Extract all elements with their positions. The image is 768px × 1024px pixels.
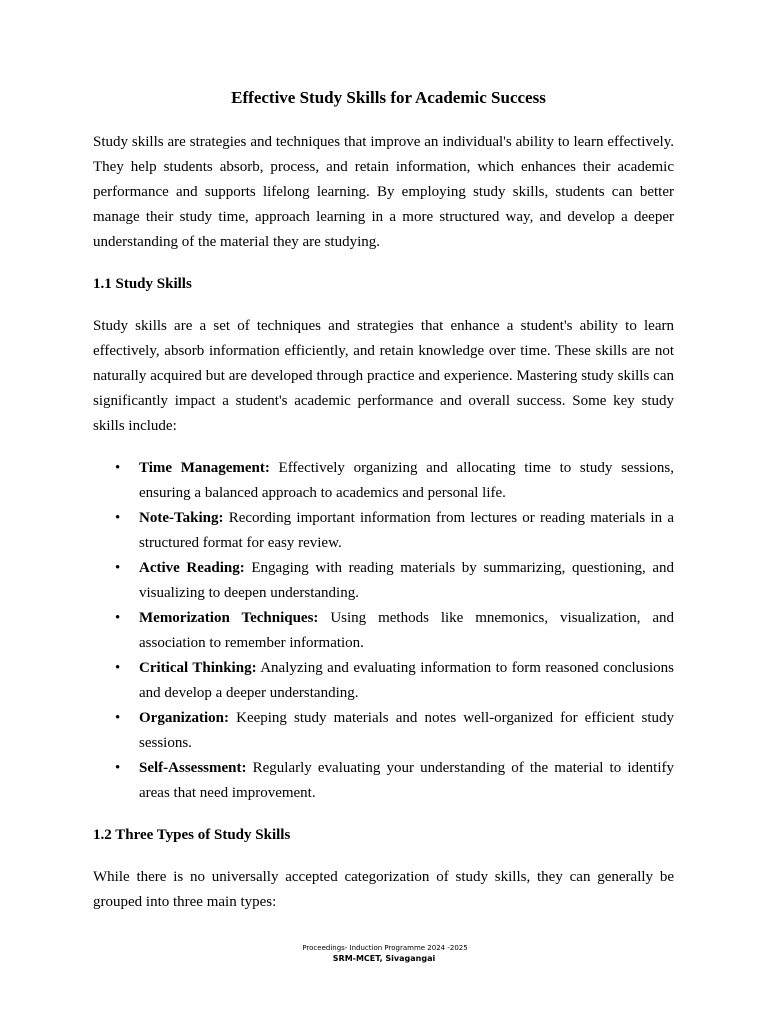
list-item-term: Organization: [139,710,229,726]
section-heading-three-types: 1.2 Three Types of Study Skills [93,827,291,843]
bullet-icon: • [115,760,121,776]
list-item-text: Keeping study materials and notes well-organized for efficient study sessions. [139,710,674,751]
bullet-icon: • [115,660,121,676]
key-study-skills-list [93,456,674,806]
list-item-term: Critical Thinking: [139,660,257,676]
footer-proceedings-text: Proceedings- Induction Programme 2024 -2025 [302,944,468,952]
list-item-term: Active Reading: [139,560,245,576]
study-skills-paragraph: Study skills are a set of techniques and strategies that enhance a student's ability to learn effectively, absorb information efficiently, and retain knowledge over time. These skills are not naturally acquired but are developed through practice and experience. Mastering study skills can significantly impact a student's academic performance and overall success. Some key study skills include: [93,318,674,434]
bullet-icon: • [115,560,121,576]
list-item-text: Regularly evaluating your understanding of the material to identify areas that need improvement. [139,760,674,801]
bullet-icon: • [115,510,121,526]
list-item-text: Analyzing and evaluating information to form reasoned conclusions and develop a deeper understanding. [139,660,674,701]
list-item-text: Using methods like mnemonics, visualization, and association to remember information. [139,610,675,651]
list-item [115,456,674,506]
page-footer [0,943,768,964]
list-item [115,656,674,706]
list-item-term: Self-Assessment: [139,760,247,776]
list-item-text: Effectively organizing and allocating time to study sessions, ensuring a balanced approach to academics and personal life. [139,460,674,501]
three-types-paragraph: While there is no universally accepted categorization of study skills, they can generally be grouped into three main types: [93,869,674,910]
document-title: Effective Study Skills for Academic Success [231,88,546,107]
bullet-icon: • [115,710,121,726]
intro-paragraph: Study skills are strategies and techniques that improve an individual's ability to learn effectively. They help students absorb, process, and retain information, which enhances their academic performance and supports lifelong learning. By employing study skills, students can better manage their study time, approach learning in a more structured way, and develop a deeper understanding of the material they are studying. [93,134,674,250]
bullet-icon: • [115,460,121,476]
page-content [93,86,674,915]
section-heading-study-skills: 1.1 Study Skills [93,276,192,292]
list-item-text: Recording important information from lectures or reading materials in a structured format for easy review. [139,510,674,551]
bullet-icon: • [115,610,121,626]
list-item [115,556,674,606]
list-item [115,606,675,656]
list-item [115,706,674,756]
footer-institution-text: SRM-MCET, Sivagangai [332,954,436,963]
list-item-term: Memorization Techniques: [139,610,319,626]
list-item [115,506,674,556]
list-item-term: Note-Taking: [139,510,224,526]
list-item-term: Time Management: [139,460,270,476]
list-item-text: Engaging with reading materials by summarizing, questioning, and visualizing to deepen understanding. [139,560,674,601]
list-item [115,756,674,806]
